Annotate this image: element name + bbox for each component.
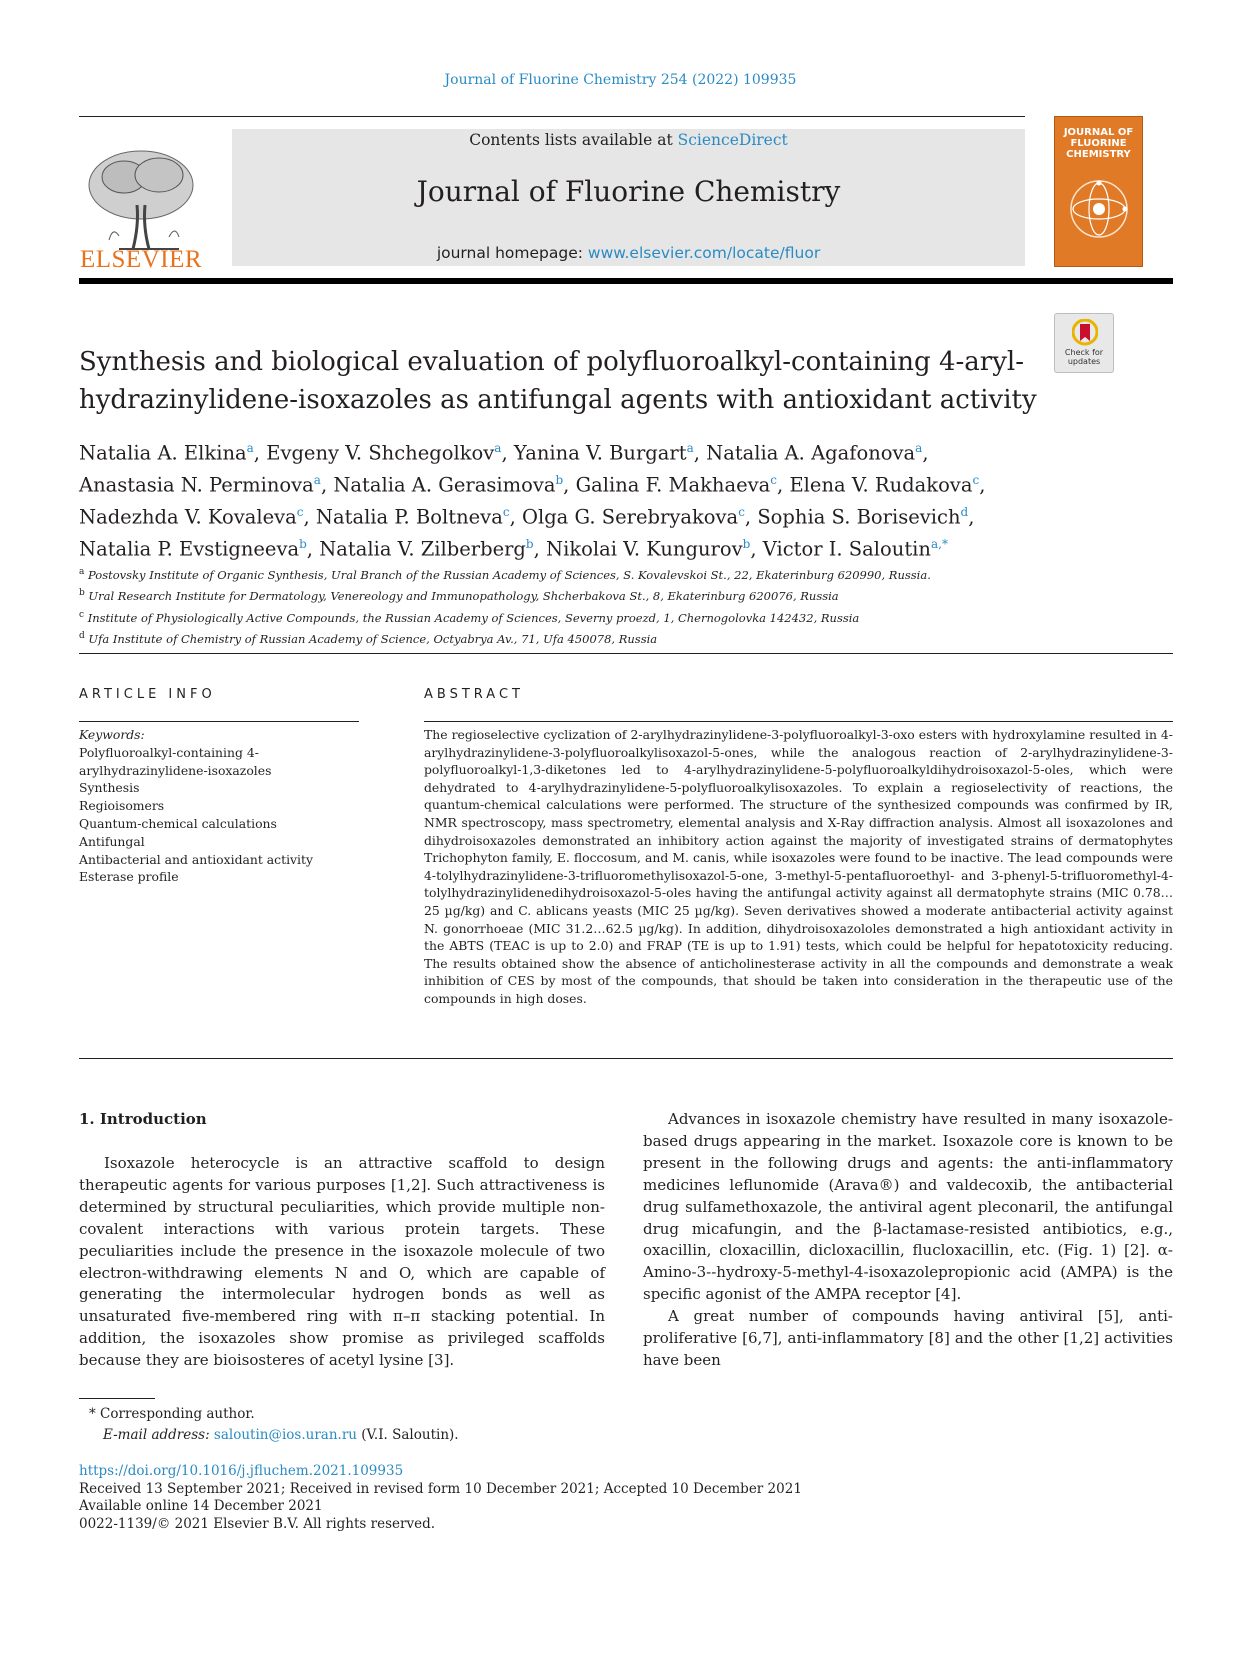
author-separator: , xyxy=(979,473,986,497)
footnote-rule xyxy=(79,1398,155,1399)
author-affiliation[interactable]: c xyxy=(502,505,510,519)
author-name[interactable]: Natalia A. Agafonova xyxy=(706,441,916,465)
bookmark-icon xyxy=(1072,319,1098,347)
author-name[interactable]: Natalia V. Zilberberg xyxy=(319,537,526,561)
affiliation-item xyxy=(79,584,1079,605)
check-for-updates-badge[interactable] xyxy=(1054,313,1114,373)
author-affiliation[interactable]: c xyxy=(738,505,745,519)
abstract-rule xyxy=(424,721,1173,722)
body-paragraph: A great number of compounds having antiviral [5], anti-proliferative [6,7], anti-inflammatory [8] and the other [1,2] activities have been xyxy=(643,1307,1173,1369)
author-separator: , xyxy=(744,505,758,529)
author-name[interactable]: Nikolai V. Kungurov xyxy=(546,537,743,561)
body-paragraph: Isoxazole heterocycle is an attractive scaffold to design therapeutic agents for various purposes [1,2]. Such attractiveness is determined by structural peculiarities, which provide multiple non-covalent interactions with various protein targets. These peculiarities include the presence in the isoxazole molecule of two electron-withdrawing elements N and O, which are capable of generating the intermolecular hydrogen bonds as well as unsaturated five-membered ring with π–π stacking potential. In addition, the isoxazoles show promise as privileged scaffolds because they are bioisosteres of acetyl lysine [3]. xyxy=(79,1154,605,1370)
author-name[interactable]: Olga G. Serebryakova xyxy=(521,505,739,529)
cover-title: JOURNAL OF FLUORINE CHEMISTRY xyxy=(1063,127,1134,160)
keyword-item: arylhydrazinylidene-isoxazoles xyxy=(79,762,272,778)
author-name[interactable]: Sophia S. Borisevich xyxy=(757,505,961,529)
keywords-label: Keywords: xyxy=(79,727,145,742)
author-affiliation[interactable]: b xyxy=(555,473,564,487)
elsevier-wordmark: ELSEVIER xyxy=(79,246,203,273)
keyword-item: Polyfluoroalkyl-containing 4- xyxy=(79,744,259,760)
author-name[interactable]: Evgeny V. Shchegolkov xyxy=(266,441,495,465)
check-for-updates-label: Check for updates xyxy=(1064,348,1104,366)
homepage-prefix: journal homepage: xyxy=(436,244,588,262)
corresponding-author-note: * Corresponding author. xyxy=(89,1406,255,1422)
author-affiliation[interactable]: d xyxy=(960,505,969,519)
author-affiliation[interactable]: c xyxy=(770,473,778,487)
affiliation-list xyxy=(79,563,1079,648)
author-affiliation[interactable]: a xyxy=(313,473,321,487)
author-name[interactable]: Nadezhda V. Kovaleva xyxy=(79,505,297,529)
author-line xyxy=(79,435,1079,467)
author-affiliation[interactable]: a xyxy=(246,441,254,455)
journal-masthead xyxy=(232,129,1025,266)
email-owner: (V.I. Saloutin). xyxy=(356,1427,459,1443)
author-list xyxy=(79,435,1079,563)
affiliation-text: Institute of Physiologically Active Compounds, the Russian Academy of Sciences, Severny proezd, 1, Chernogolovka 142432, Russia xyxy=(87,610,860,625)
affiliation-item xyxy=(79,627,1079,648)
author-separator: , xyxy=(306,537,320,561)
corresponding-footnote xyxy=(79,1404,779,1446)
author-line xyxy=(79,467,1079,499)
abstract-heading: ABSTRACT xyxy=(424,687,524,702)
contents-line xyxy=(232,131,1025,149)
author-affiliation[interactable]: c xyxy=(972,473,980,487)
affiliation-key: c xyxy=(79,609,85,620)
author-separator: , xyxy=(303,505,316,529)
author-affiliation[interactable]: a xyxy=(915,441,923,455)
article-info-rule xyxy=(79,721,359,722)
affiliation-key: d xyxy=(79,630,85,641)
affiliation-text: Postovsky Institute of Organic Synthesis, Ural Branch of the Russian Academy of Sciences, S. Kovalevskoi St., 22, Ekaterinburg 620990, Russia. xyxy=(88,567,931,582)
author-name[interactable]: Yanina V. Burgart xyxy=(513,441,687,465)
author-name[interactable]: Galina F. Makhaeva xyxy=(575,473,771,497)
introduction-heading: 1. Introduction xyxy=(79,1110,207,1128)
keyword-item: Synthesis xyxy=(79,780,140,796)
author-affiliation[interactable]: a xyxy=(494,441,502,455)
publication-info xyxy=(79,1463,979,1533)
body-right-column xyxy=(643,1109,1173,1372)
header-rule xyxy=(79,116,1025,117)
keyword-item: Antifungal xyxy=(79,833,145,849)
affiliation-item xyxy=(79,563,1079,584)
author-separator: , xyxy=(968,505,975,529)
journal-citation-link[interactable]: Journal of Fluorine Chemistry 254 (2022) 109935 xyxy=(444,72,797,88)
article-title-line-2: hydrazinylidene-isoxazoles as antifungal agents with antioxidant activity xyxy=(79,385,1037,415)
doi-link[interactable]: https://doi.org/10.1016/j.jfluchem.2021.109935 xyxy=(79,1463,404,1479)
affiliation-item xyxy=(79,606,1079,627)
author-name[interactable]: Natalia A. Elkina xyxy=(79,441,247,465)
author-name[interactable]: Natalia P. Evstigneeva xyxy=(79,537,300,561)
section-divider xyxy=(79,653,1173,654)
author-affiliation[interactable]: a,* xyxy=(930,537,948,551)
author-separator: , xyxy=(693,441,707,465)
article-title xyxy=(79,343,1039,419)
author-name[interactable]: Natalia P. Boltneva xyxy=(315,505,503,529)
keyword-item: Antibacterial and antioxidant activity xyxy=(79,851,314,867)
keyword-item: Esterase profile xyxy=(79,869,179,885)
author-separator: , xyxy=(922,441,929,465)
available-online: Available online 14 December 2021 xyxy=(79,1498,323,1515)
affiliation-text: Ufa Institute of Chemistry of Russian Academy of Science, Octyabrya Av., 71, Ufa 450078, Russia xyxy=(88,631,658,646)
author-name[interactable]: Anastasia N. Perminova xyxy=(79,473,314,497)
affiliation-key: b xyxy=(79,588,85,599)
journal-cover-thumbnail[interactable] xyxy=(1054,116,1143,267)
email-link[interactable]: saloutin@ios.uran.ru xyxy=(213,1427,357,1443)
homepage-line xyxy=(232,244,1025,262)
article-info-heading: ARTICLE INFO xyxy=(79,687,216,702)
author-separator: , xyxy=(777,473,790,497)
homepage-link[interactable]: www.elsevier.com/locate/fluor xyxy=(587,244,821,262)
atom-icon xyxy=(1067,177,1131,241)
author-separator: , xyxy=(509,505,522,529)
author-line xyxy=(79,531,1079,563)
author-separator: , xyxy=(253,441,267,465)
email-line xyxy=(79,1425,779,1446)
email-label: E-mail address: xyxy=(103,1427,214,1443)
received-dates: Received 13 September 2021; Received in revised form 10 December 2021; Accepted 10 December 2021 xyxy=(79,1480,802,1497)
body-paragraph: Advances in isoxazole chemistry have resulted in many isoxazole-based drugs appearing in the market. Isoxazole core is known to be present in the following drugs and agents: the anti-inflammatory medicines leflunomide (Arava®) and valdecoxib, the antibacterial drug sulfamethoxazole, the antiviral agent pleconaril, the antifungal drug micafungin, and the β-lactamase-resisted antibiotics, e.g., oxacillin, cloxacillin, dicloxacillin, flucloxacillin, etc. (Fig. 1) [2]. α-Amino-3--hydroxy-5-methyl-4-isoxazolepropionic acid (AMPA) is the specific agonist of the AMPA receptor [4]. xyxy=(643,1110,1173,1304)
journal-name: Journal of Fluorine Chemistry xyxy=(416,175,841,208)
author-name[interactable]: Natalia A. Gerasimova xyxy=(333,473,556,497)
sciencedirect-link[interactable]: ScienceDirect xyxy=(677,131,788,149)
author-affiliation[interactable]: c xyxy=(296,505,304,519)
author-affiliation[interactable]: b xyxy=(525,537,534,551)
affiliation-text: Ural Research Institute for Dermatology, Venereology and Immunopathology, Shcherbakova St., 8, Ekaterinburg 620076, Russia xyxy=(88,589,839,604)
contents-prefix: Contents lists available at xyxy=(469,131,678,149)
keywords-block xyxy=(79,726,359,886)
header-thick-rule xyxy=(79,278,1173,284)
author-affiliation[interactable]: a xyxy=(686,441,694,455)
author-separator: , xyxy=(750,537,763,561)
body-left-column xyxy=(79,1153,605,1372)
abstract-text: The regioselective cyclization of 2-arylhydrazinylidene-3-polyfluoroalkyl-3-oxo esters with hydroxylamine resulted in 4-arylhydrazinylidene-3-polyfluoroalkylisoxazol-5-ones, while the analogous reaction of 2-arylhydrazinylidene-3-polyfluoroalkyl-1,3-diketones led to 4-arylhydrazinylidene-5-polyfluoroalkyldihydroisoxazol-5-oles, which were dehydrated to 4-arylhydrazinylidene-5-polyfluoroalkylisoxazoles. To explain a regioselectivity of reactions, the quantum-chemical calculations were performed. The structure of the synthesized compounds was confirmed by IR, NMR spectroscopy, mass spectrometry, elemental analysis and X-Ray diffraction analysis. Almost all isoxazolones and dihydroisoxazoles demonstrated an inhibitory action against the majority of investigated strains of dermatophytes Trichophyton family, E. floccosum, and M. canis, while isoxazoles were found to be inactive. The lead compounds were 4-tolylhydrazinylidene-3-trifluoromethylisoxazol-5-one, 3-methyl-5-pentafluoroethyl- and 3-phenyl-5-trifluoromethyl-4-tolylhydrazinylidenedihydroisoxazol-5-oles having the antifungal activity against all dermatophyte strains (MIC 0.78…25 µg/kg) and C. ablicans yeasts (MIC 25 µg/kg). Seven derivatives showed a moderate antibacterial activity against N. gonorrhoeae (MIC 31.2…62.5 µg/kg). In addition, dihydroisoxazololes demonstrated a high antioxidant activity in the ABTS (TEAC is up to 2.0) and FRAP (TE is up to 1.91) tests, which could be helpful for hepatotoxicity reducing. The results obtained show the absence of anticholinesterase activity in all the compounds and demonstrate a weak inhibition of CES by most of the compounds, that should be taken into consideration in the therapeutic use of the compounds in high doses. xyxy=(424,727,1173,1006)
author-affiliation[interactable]: b xyxy=(299,537,307,551)
keyword-item: Quantum-chemical calculations xyxy=(79,815,277,831)
abstract-bottom-rule xyxy=(79,1058,1173,1059)
author-separator: , xyxy=(501,441,514,465)
affiliation-key: a xyxy=(79,567,85,577)
author-line xyxy=(79,499,1079,531)
author-affiliation[interactable]: b xyxy=(742,537,751,551)
author-separator: , xyxy=(533,537,547,561)
author-separator: , xyxy=(320,473,334,497)
author-name[interactable]: Elena V. Rudakova xyxy=(789,473,973,497)
article-title-line-1: Synthesis and biological evaluation of polyfluoroalkyl-containing 4-aryl- xyxy=(79,347,1025,377)
author-separator: , xyxy=(563,473,576,497)
keyword-item: Regioisomers xyxy=(79,798,165,814)
author-name[interactable]: Victor I. Saloutin xyxy=(762,537,931,561)
copyright-line: 0022-1139/© 2021 Elsevier B.V. All rights reserved. xyxy=(79,1515,436,1532)
